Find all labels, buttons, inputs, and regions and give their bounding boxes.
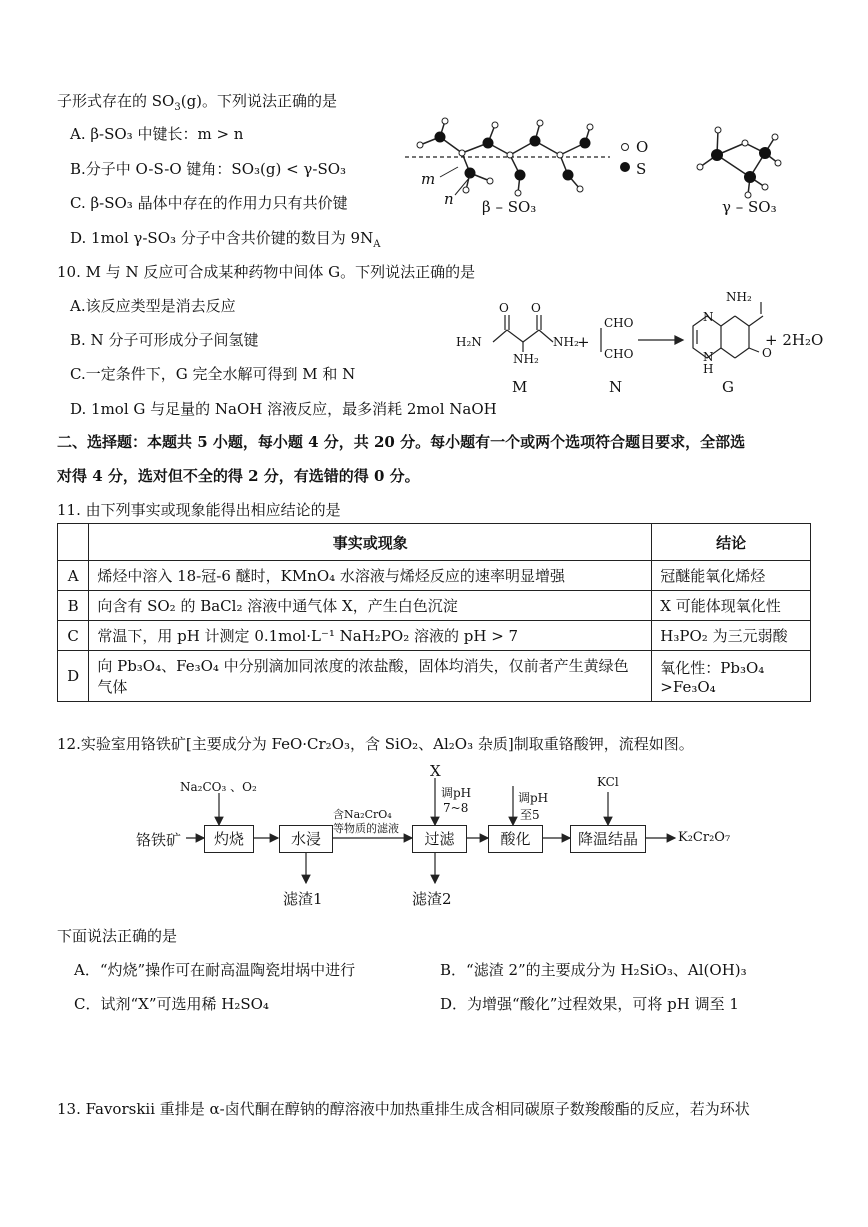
g-carbonyl-o: O	[762, 346, 772, 360]
scheme-plus: +	[577, 333, 590, 351]
flow-filtrate-label1: 含Na₂CrO₄	[333, 808, 392, 821]
flow-reagent1: Na₂CO₃ 、O₂	[180, 780, 257, 794]
row-conclusion: X 可能体现氧化性	[652, 591, 811, 621]
q9-option-d[interactable]: D. 1mol γ-SO₃ 分子中含共价键的数目为 $9N_A$	[70, 229, 381, 250]
row-conclusion: 氧化性：Pb₃O₄ >Fe₃O₄	[652, 651, 811, 702]
section2-line1: 二、选择题：本题共 5 小题，每小题 4 分，共 20 分。每小题有一个或两个选项符合题目要求，全部选	[57, 433, 746, 451]
flow-ph2-a: 调pH	[518, 791, 549, 805]
n-cho-bottom: CHO	[604, 347, 634, 361]
q10-option-a[interactable]: A.该反应类型是消去反应	[70, 297, 236, 315]
q9-option-b[interactable]: B.分子中 O-S-O 键角：SO₃(g) < γ-SO₃	[70, 160, 347, 178]
flow-ph2-b: 至5	[520, 808, 540, 822]
flow-reagent-kcl: KCl	[597, 775, 619, 789]
flow-filtrate-label2: 等物质的滤液	[333, 822, 399, 835]
g-ring-n: N	[703, 310, 714, 324]
q9-intro: 子形式存在的 $SO_3(g)$。下列说法正确的是	[57, 92, 338, 113]
legend-s-label: S	[636, 160, 647, 178]
q12-option-d[interactable]: D．为增强“酸化”过程效果，可将 pH 调至 1	[440, 995, 739, 1013]
m-nh2-mid: NH₂	[513, 352, 539, 366]
m-carbonyl-o2: O	[531, 301, 541, 315]
flow-box-filter: 过滤	[412, 825, 467, 853]
g-ring-h: H	[703, 362, 714, 376]
g-ring-nh: N	[703, 350, 714, 364]
beta-so3-caption: β – SO₃	[482, 198, 537, 216]
q10-option-b[interactable]: B. N 分子可形成分子间氢键	[70, 331, 259, 349]
flow-box-acidify: 酸化	[488, 825, 543, 853]
label-m: M	[512, 378, 528, 396]
flow-box-leach: 水浸	[279, 825, 333, 853]
m-carbonyl-o1: O	[499, 301, 509, 315]
row-fact: 向含有 SO₂ 的 BaCl₂ 溶液中通气体 X，产生白色沉淀	[89, 591, 652, 621]
section2-line2: 对得 4 分，选对但不全的得 2 分，有选错的得 0 分。	[57, 467, 420, 485]
label-g: G	[722, 378, 734, 396]
header-fact: 事实或现象	[89, 524, 652, 561]
row-id: D	[58, 651, 89, 702]
row-conclusion: H₃PO₂ 为三元弱酸	[652, 621, 811, 651]
flow-residue1: 滤渣1	[283, 890, 323, 908]
q13-stem: 13. Favorskii 重排是 α-卤代酮在醇钠的醇溶液中加热重排生成含相同碳原子数羧酸酯的反应，若为环状	[57, 1100, 750, 1118]
flow-ph1-a: 调pH	[441, 786, 472, 800]
n-cho-top: CHO	[604, 316, 634, 330]
q12-option-c[interactable]: C．试剂“X”可选用稀 H₂SO₄	[74, 995, 269, 1013]
flow-box-crystallize: 降温结晶	[570, 825, 646, 853]
row-conclusion: 冠醚能氧化烯烃	[652, 561, 811, 591]
q10-option-c[interactable]: C.一定条件下，G 完全水解可得到 M 和 N	[70, 365, 356, 383]
row-fact: 向 Pb₃O₄、Fe₃O₄ 中分别滴加同浓度的浓盐酸，固体均消失，仅前者产生黄绿色气体	[89, 651, 652, 702]
m-nh2-right: NH₂	[553, 335, 579, 349]
q12-stem: 12.实验室用铬铁矿[主要成分为 FeO·Cr₂O₃，含 SiO₂、Al₂O₃ 杂质]制取重铬酸钾，流程如图。	[57, 735, 694, 753]
row-id: A	[58, 561, 89, 591]
flow-ph1-b: 7~8	[443, 801, 469, 815]
q12-prompt: 下面说法正确的是	[57, 927, 178, 945]
q10-option-d[interactable]: D. 1mol G 与足量的 NaOH 溶液反应，最多消耗 2mol NaOH	[70, 400, 497, 418]
legend-o-label: O	[636, 138, 649, 156]
bond-label-m: m	[421, 170, 436, 188]
q9-option-c[interactable]: C. β-SO₃ 晶体中存在的作用力只有共价键	[70, 194, 348, 212]
q10-stem: 10. M 与 N 反应可合成某种药物中间体 G。下列说法正确的是	[57, 263, 476, 281]
row-fact: 常温下，用 pH 计测定 0.1mol·L⁻¹ NaH₂PO₂ 溶液的 pH > 7	[89, 621, 652, 651]
row-id: B	[58, 591, 89, 621]
row-fact: 烯烃中溶入 18-冠-6 醚时，KMnO₄ 水溶液与烯烃反应的速率明显增强	[89, 561, 652, 591]
row-id: C	[58, 621, 89, 651]
gamma-so3-caption: γ – SO₃	[722, 198, 777, 216]
label-n: N	[609, 378, 623, 396]
flow-reagent-x: X	[430, 762, 441, 780]
flow-product: K₂Cr₂O₇	[678, 830, 731, 845]
g-nh2: NH₂	[726, 290, 752, 304]
q12-option-b[interactable]: B．“滤渣 2”的主要成分为 H₂SiO₃、Al(OH)₃	[440, 961, 747, 979]
flow-residue2: 滤渣2	[412, 890, 452, 908]
bond-label-n: n	[444, 190, 454, 208]
flow-box-roast: 灼烧	[204, 825, 254, 853]
m-nh2-left: H₂N	[456, 335, 482, 349]
q9-option-a[interactable]: A. β-SO₃ 中键长：m > n	[70, 125, 244, 143]
q11-stem: 11. 由下列事实或现象能得出相应结论的是	[57, 501, 341, 519]
q12-option-a[interactable]: A．“灼烧”操作可在耐高温陶瓷坩埚中进行	[74, 961, 356, 979]
flow-start: 铬铁矿	[136, 831, 182, 849]
scheme-byproduct: + 2H₂O	[765, 331, 824, 349]
header-conclusion: 结论	[652, 524, 811, 561]
